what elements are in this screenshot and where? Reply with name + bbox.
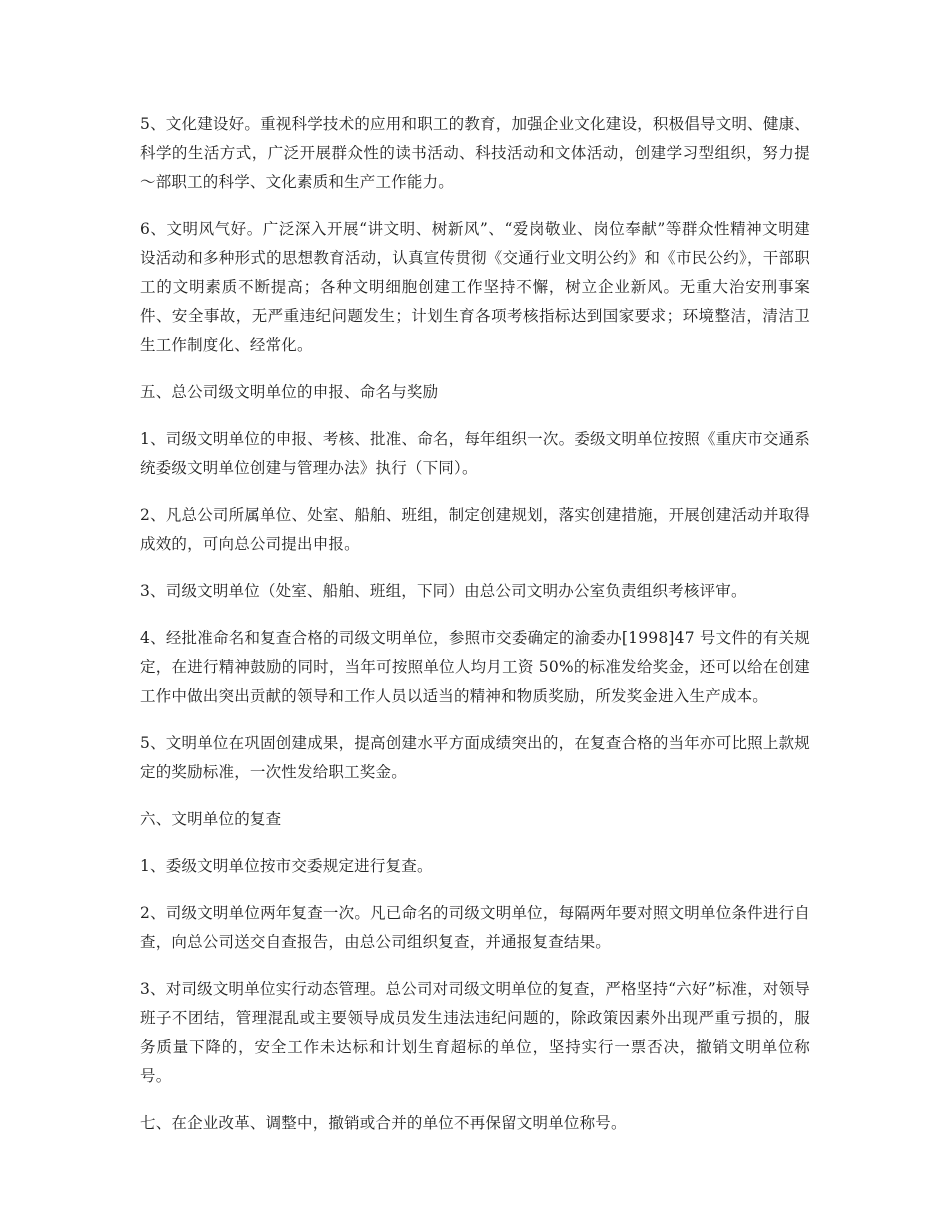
paragraph-civility: 6、文明风气好。广泛深入开展“讲文明、树新风”、“爱岗敬业、岗位奉献”等群众性精神文明建设活动和多种形式的思想教育活动，认真宣传贯彻《交通行业文明公约》和《市民公约》，干部职工的文明素质不断提高；各种文明细胞创建工作坚持不懈，树立企业新风。无重大治安刑事案件、安全事故，无严重违纪问题发生；计划生育各项考核指标达到国家要求；环境整洁，清洁卫生工作制度化、经常化。 bbox=[140, 220, 810, 354]
paragraph-6-2: 2、司级文明单位两年复查一次。凡已命名的司级文明单位，每隔两年要对照文明单位条件进行自查，向总公司送交自查报告，由总公司组织复查，并通报复查结果。 bbox=[140, 904, 810, 951]
paragraph-5-5: 5、文明单位在巩固创建成果，提高创建水平方面成绩突出的，在复查合格的当年亦可比照上款规定的奖励标准，一次性发给职工奖金。 bbox=[140, 734, 810, 781]
section-heading-6: 六、文明单位的复查 bbox=[140, 810, 282, 828]
document-page bbox=[140, 110, 810, 1156]
section-heading-5: 五、总公司级文明单位的申报、命名与奖励 bbox=[140, 383, 439, 401]
paragraph-5-1: 1、司级文明单位的申报、考核、批准、命名，每年组织一次。委级文明单位按照《重庆市交通系统委级文明单位创建与管理办法》执行（下同）。 bbox=[140, 430, 810, 477]
paragraph-6-1: 1、委级文明单位按市交委规定进行复查。 bbox=[140, 857, 433, 875]
paragraph-5-3: 3、司级文明单位（处室、船舶、班组，下同）由总公司文明办公室负责组织考核评审。 bbox=[140, 582, 747, 600]
paragraph-6-3: 3、对司级文明单位实行动态管理。总公司对司级文明单位的复查，严格坚持“六好”标准，对领导班子不团结，管理混乱或主要领导成员发生违法违纪问题的，除政策因素外出现严重亏损的，服务质量下降的，安全工作未达标和计划生育超标的单位，坚持实行一票否决，撤销文明单位称号。 bbox=[140, 980, 811, 1085]
paragraph-culture: 5、文化建设好。重视科学技术的应用和职工的教育，加强企业文化建设，积极倡导文明、健康、科学的生活方式，广泛开展群众性的读书活动、科技活动和文体活动，创建学习型组织，努力提～部职工的科学、文化素质和生产工作能力。 bbox=[140, 115, 810, 191]
paragraph-5-2: 2、凡总公司所属单位、处室、船舶、班组，制定创建规划，落实创建措施，开展创建活动并取得成效的，可向总公司提出申报。 bbox=[140, 506, 810, 553]
section-heading-7: 七、在企业改革、调整中，撤销或合并的单位不再保留文明单位称号。 bbox=[140, 1114, 627, 1132]
paragraph-5-4: 4、经批准命名和复查合格的司级文明单位，参照市交委确定的渝委办[1998]47 号文件的有关规定，在进行精神鼓励的同时，当年可按照单位人均月工资 50%的标准发给奖金，还可以给在创建工作中做出突出贡献的领导和工作人员以适当的精神和物质奖励，所发奖金进入生产成本。 bbox=[140, 629, 810, 705]
